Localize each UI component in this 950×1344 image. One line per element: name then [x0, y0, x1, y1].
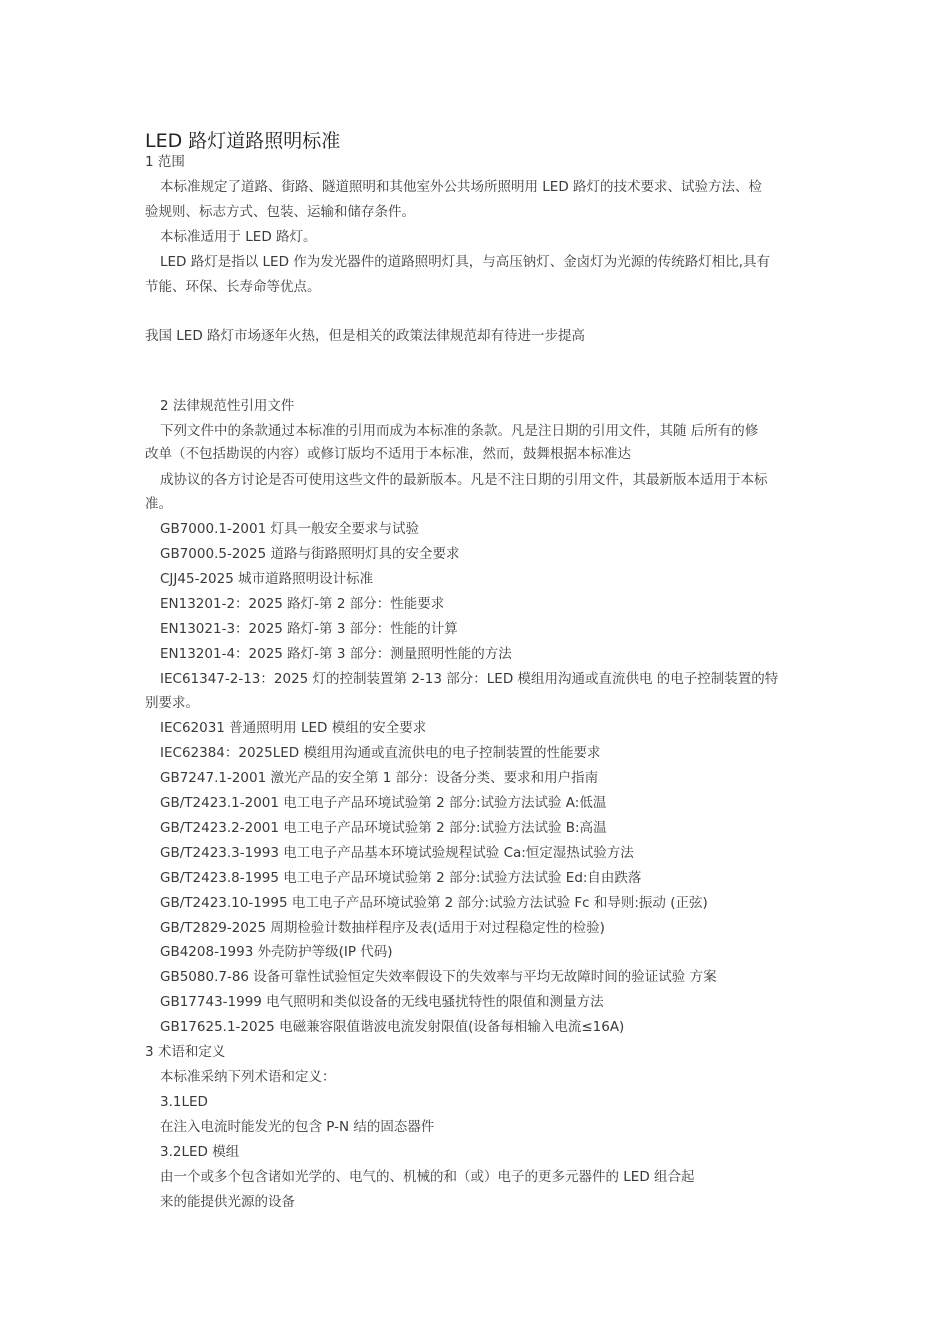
paragraph-line: 改单（不包括勘误的内容）或修订版均不适用于本标准，然而，鼓舞根据本标准达 — [145, 446, 631, 462]
term-definition: 由一个或多个包含诸如光学的、电气的、机械的和（或）电子的更多元器件的 LED 组合起 — [160, 1169, 695, 1185]
paragraph-line: 节能、环保、长寿命等优点。 — [145, 279, 321, 295]
term-definition: 来的能提供光源的设备 — [160, 1194, 295, 1210]
paragraph-line: LED 路灯是指以 LED 作为发光器件的道路照明灯具，与高压钠灯、金卤灯为光源的传统路灯相比,具有 — [160, 254, 771, 270]
reference-item: GB/T2423.1-2001 电工电子产品环境试验第 2 部分:试验方法试验 A:低温 — [160, 795, 607, 811]
reference-item: GB7000.5-2025 道路与街路照明灯具的安全要求 — [160, 546, 460, 562]
reference-item: GB17743-1999 电气照明和类似设备的无线电骚扰特性的限值和测量方法 — [160, 994, 604, 1010]
reference-item: GB/T2423.10-1995 电工电子产品环境试验第 2 部分:试验方法试验 Fc 和导则:振动 (正弦) — [160, 895, 708, 911]
reference-item: IEC61347-2-13：2025 灯的控制装置第 2-13 部分：LED 模组用沟通或直流供电 的电子控制装置的特 — [160, 671, 779, 687]
paragraph-line: 我国 LED 路灯市场逐年火热，但是相关的政策法律规范却有待进一步提高 — [145, 328, 586, 344]
paragraph-line: 验规则、标志方式、包装、运输和储存条件。 — [145, 204, 415, 220]
reference-item: GB/T2829-2025 周期检验计数抽样程序及表(适用于对过程稳定性的检验) — [160, 920, 605, 936]
section-heading: 3 术语和定义 — [145, 1044, 226, 1060]
reference-item: 别要求。 — [145, 695, 199, 711]
paragraph-line: 下列文件中的条款通过本标准的引用而成为本标准的条款。凡是注日期的引用文件，其随 后所有的修 — [160, 423, 759, 439]
reference-item: GB/T2423.3-1993 电工电子产品基本环境试验规程试验 Ca:恒定湿热试验方法 — [160, 845, 634, 861]
paragraph-line: 本标准规定了道路、街路、隧道照明和其他室外公共场所照明用 LED 路灯的技术要求、试验方法、检 — [160, 179, 763, 195]
term-heading: 3.2LED 模组 — [160, 1144, 240, 1160]
paragraph-line: 成协议的各方讨论是否可使用这些文件的最新版本。凡是不注日期的引用文件，其最新版本适用于本标 — [160, 472, 768, 488]
reference-item: CJJ45-2025 城市道路照明设计标准 — [160, 571, 374, 587]
section-heading: 2 法律规范性引用文件 — [160, 398, 295, 414]
reference-item: EN13201-2：2025 路灯-第 2 部分：性能要求 — [160, 596, 445, 612]
reference-item: IEC62384：2025LED 模组用沟通或直流供电的电子控制装置的性能要求 — [160, 745, 601, 761]
paragraph-line: 准。 — [145, 496, 172, 512]
section-heading: 1 范围 — [145, 154, 185, 170]
reference-item: GB7247.1-2001 激光产品的安全第 1 部分：设备分类、要求和用户指南 — [160, 770, 599, 786]
document-title: LED 路灯道路照明标准 — [145, 130, 341, 152]
term-heading: 3.1LED — [160, 1094, 208, 1110]
reference-item: GB5080.7-86 设备可靠性试验恒定失效率假设下的失效率与平均无故障时间的验证试验 方案 — [160, 969, 717, 985]
reference-item: EN13021-3：2025 路灯-第 3 部分：性能的计算 — [160, 621, 458, 637]
paragraph-line: 本标准采纳下列术语和定义： — [160, 1069, 336, 1085]
term-definition: 在注入电流时能发光的包含 P-N 结的固态器件 — [160, 1119, 435, 1135]
paragraph-line: 本标准适用于 LED 路灯。 — [160, 229, 317, 245]
reference-item: GB/T2423.8-1995 电工电子产品环境试验第 2 部分:试验方法试验 Ed:自由跌落 — [160, 870, 642, 886]
reference-item: GB/T2423.2-2001 电工电子产品环境试验第 2 部分:试验方法试验 B:高温 — [160, 820, 607, 836]
reference-item: IEC62031 普通照明用 LED 模组的安全要求 — [160, 720, 427, 736]
reference-item: GB7000.1-2001 灯具一般安全要求与试验 — [160, 521, 419, 537]
reference-item: EN13201-4：2025 路灯-第 3 部分：测量照明性能的方法 — [160, 646, 512, 662]
reference-item: GB4208-1993 外壳防护等级(IP 代码) — [160, 944, 393, 960]
reference-item: GB17625.1-2025 电磁兼容限值谐波电流发射限值(设备每相输入电流≤16A) — [160, 1019, 625, 1035]
